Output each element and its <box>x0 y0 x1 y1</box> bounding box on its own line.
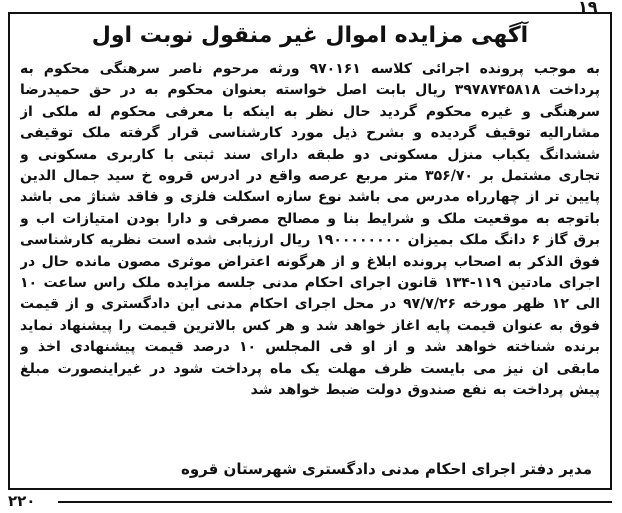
auction-notice-box <box>8 12 612 490</box>
notice-signature: مدیر دفتر اجرای احکام مدنی دادگستری شهرستان قروه <box>180 460 592 478</box>
bottom-page-number: ۲۲۰ <box>8 491 52 511</box>
notice-body <box>20 59 600 443</box>
top-page-number: ۱۹ <box>578 0 598 16</box>
bottom-divider <box>58 501 612 503</box>
notice-body-text: به موجب پرونده اجرائی کلاسه ۹۷۰۱۶۱ ورثه مرحوم ناصر سرهنگی محکوم به پرداخت ۳۹۷۸۷۴۵۸۱۸ ریال بابت اصل خواسته بعنوان محکوم به در حق حمیدرضا سرهنگی و غیره محکوم گردید حال نظر به اینکه با معرفی محکوم له ملکی از مشارالیه توقیف گردیده و بشرح ذیل مورد کارشناسی قرار گرفته ملک توقیفی ششدانگ یکباب منزل مسکونی دو طبقه دارای سند ثبتی با کاربری مسکونی و تجاری مشتمل بر ۳۵۶/۷۰ متر مربع عرصه واقع در ادرس قروه خ سید جمال الدین پایین تر از چهارراه مدرس می باشد نوع سازه اسکلت فلزی و فاقد شناژ می باشد باتوجه به موقعیت ملک و شرایط بنا و مصالح مصرفی و دارا بودن امتیازات اب و برق گاز ۶ دانگ ملک بمیزان ۱۹۰۰۰۰۰۰۰۰ ریال ارزیابی شده است نظریه کارشناسی فوق الذکر به اصحاب پرونده ابلاغ و از هرگونه اعتراض موثری مصون مانده حال در اجرای مادتین ۱۱۹-۱۳۴ قانون اجرای احکام مدنی جلسه مزایده ملک راس ساعت ۱۰ الی ۱۲ ظهر مورخه ۹۷/۷/۲۶ در محل اجرای احکام مدنی این دادگستری و از قیمت فوق به عنوان قیمت پایه اغاز خواهد شد و هر کس بالاترین قیمت را پیشنهاد نماید برنده شناخته خواهد شد و از او فی المجلس ۱۰ درصد قیمت پیشنهادی اخذ و مابقی ان نیز می بایست ظرف مهلت یک ماه پرداخت شود در غیراینصورت مبلغ پیش پرداخت به نفع صندوق دولت ضبط خواهد شد <box>20 61 600 399</box>
notice-title: آگهی مزایده اموال غیر منقول نوبت اول <box>91 23 529 48</box>
